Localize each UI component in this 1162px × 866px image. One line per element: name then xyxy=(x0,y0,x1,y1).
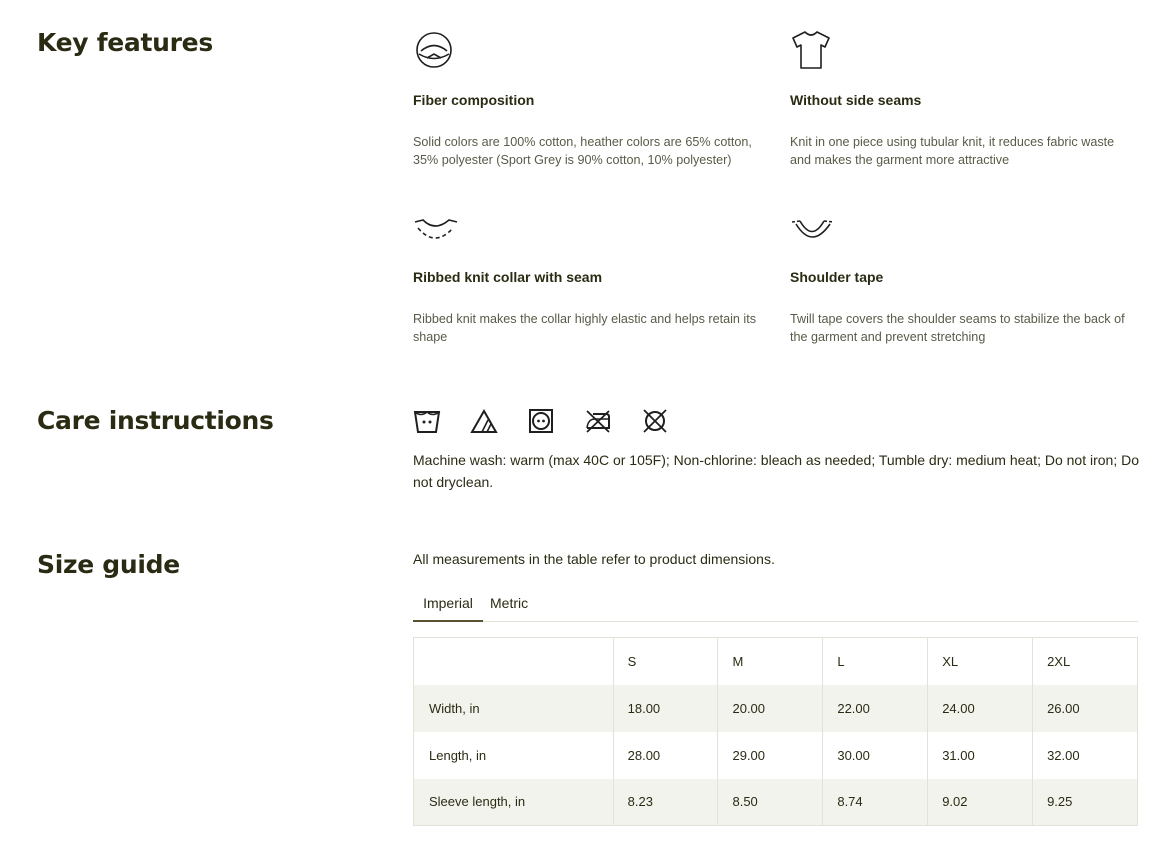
size-guide-note: All measurements in the table refer to product dimensions. xyxy=(413,551,775,567)
feature-fiber-composition xyxy=(413,30,761,167)
tshirt-icon xyxy=(790,30,834,74)
table-cell: 20.00 xyxy=(718,685,823,732)
table-row xyxy=(414,685,1138,732)
do-not-iron-icon xyxy=(584,407,612,435)
table-cell: 9.25 xyxy=(1033,779,1138,826)
feature-title: Shoulder tape xyxy=(790,269,884,285)
table-cell: 28.00 xyxy=(613,732,718,779)
table-cell: 8.50 xyxy=(718,779,823,826)
table-cell: 26.00 xyxy=(1033,685,1138,732)
tab-imperial[interactable]: Imperial xyxy=(413,590,483,622)
table-row-label: Width, in xyxy=(414,685,614,732)
table-header-cell: L xyxy=(823,638,928,685)
table-header-row xyxy=(414,638,1138,685)
feature-description: Ribbed knit makes the collar highly elastic and helps retain its shape xyxy=(413,312,757,344)
table-header-cell: M xyxy=(718,638,823,685)
feature-title: Ribbed knit collar with seam xyxy=(413,269,603,285)
table-cell: 24.00 xyxy=(928,685,1033,732)
table-cell: 18.00 xyxy=(613,685,718,732)
feature-without-side-seams xyxy=(790,30,1138,167)
table-row-label: Length, in xyxy=(429,747,487,763)
fiber-icon xyxy=(413,30,457,74)
feature-ribbed-knit-collar xyxy=(413,207,761,344)
feature-description: Knit in one piece using tubular knit, it reduces fabric waste and makes the garment more attractive xyxy=(790,135,1115,167)
care-instructions-title: Care instructions xyxy=(37,406,274,435)
table-row-label: Sleeve length, in xyxy=(414,779,614,826)
size-guide-title: Size guide xyxy=(37,550,180,579)
table-cell: 9.02 xyxy=(928,779,1033,826)
shoulder-tape-icon xyxy=(790,207,836,251)
collar-icon xyxy=(413,207,459,251)
table-cell: 8.74 xyxy=(823,779,928,826)
table-header-cell: XL xyxy=(928,638,1033,685)
care-icons-row xyxy=(413,407,698,435)
non-chlorine-bleach-icon xyxy=(470,407,498,435)
table-cell: 29.00 xyxy=(718,732,823,779)
feature-description: Twill tape covers the shoulder seams to stabilize the back of the garment and prevent stretching xyxy=(790,312,1125,344)
feature-description: Solid colors are 100% cotton, heather colors are 65% cotton, 35% polyester (Sport Grey is 90% cotton, 10% polyester) xyxy=(413,135,752,167)
unit-tabs xyxy=(413,590,1138,622)
tab-metric[interactable]: Metric xyxy=(490,595,529,611)
tumble-dry-medium-icon xyxy=(527,407,555,435)
table-header-cell: S xyxy=(613,638,718,685)
machine-wash-warm-icon xyxy=(413,407,441,435)
table-cell: 8.23 xyxy=(613,779,718,826)
key-features-title: Key features xyxy=(37,28,213,57)
table-row xyxy=(414,779,1138,826)
table-cell: 32.00 xyxy=(1033,732,1138,779)
table-cell: 30.00 xyxy=(823,732,928,779)
size-table xyxy=(413,637,1138,826)
do-not-dryclean-icon xyxy=(641,407,669,435)
table-header-cell: 2XL xyxy=(1033,638,1138,685)
table-cell: 22.00 xyxy=(823,685,928,732)
feature-title: Without side seams xyxy=(790,92,922,108)
feature-shoulder-tape xyxy=(790,207,1138,344)
table-header-cell xyxy=(414,638,614,685)
care-instructions-text: Machine wash: warm (max 40C or 105F); Non-chlorine: bleach as needed; Tumble dry: medium heat; Do not iron; Do not dryclean. xyxy=(413,452,1140,490)
table-row xyxy=(414,732,1138,779)
table-cell: 31.00 xyxy=(928,732,1033,779)
feature-title: Fiber composition xyxy=(413,92,535,108)
